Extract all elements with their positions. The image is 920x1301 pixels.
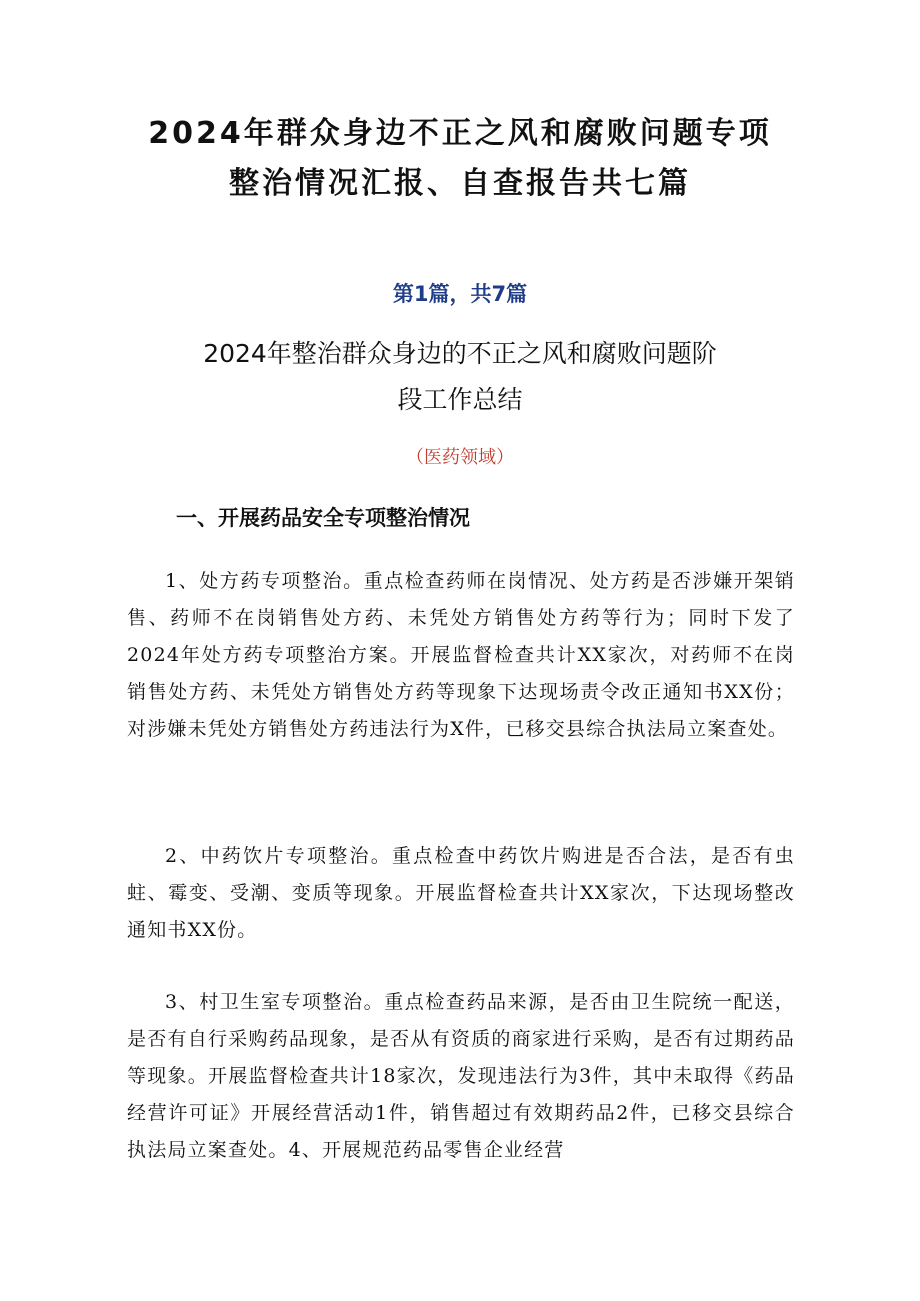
domain-label: （医药领域） <box>406 447 514 468</box>
article-title-line-1: 2024年整治群众身边的不正之风和腐败问题阶 <box>203 339 717 368</box>
document-title-line-1: 2024年群众身边不正之风和腐败问题专项 <box>148 116 772 151</box>
paragraph-herbal-pieces: 2、中药饮片专项整治。重点检查中药饮片购进是否合法，是否有虫蛀、霉变、受潮、变质等现象。开展监督检查共计XX家次，下达现场整改通知书XX份。 <box>127 845 795 941</box>
paragraph-prescription: 1、处方药专项整治。重点检查药师在岗情况、处方药是否涉嫌开架销售、药师不在岗销售处方药、未凭处方销售处方药等行为；同时下发了2024年处方药专项整治方案。开展监督检查共计XX家次，对药师不在岗销售处方药、未凭处方销售处方药等现象下达现场责令改正通知书XX份；对涉嫌未凭处方销售处方药违法行为X件，已移交县综合执法局立案查处。 <box>127 570 795 740</box>
part-label: 第1篇，共7篇 <box>392 282 528 306</box>
paragraph-village-clinic: 3、村卫生室专项整治。重点检查药品来源，是否由卫生院统一配送，是否有自行采购药品现象，是否从有资质的商家进行采购，是否有过期药品等现象。开展监督检查共计18家次，发现违法行为3件，其中未取得《药品经营许可证》开展经营活动1件，销售超过有效期药品2件，已移交县综合执法局立案查处。4、开展规范药品零售企业经营 <box>127 991 795 1161</box>
section-heading: 一、开展药品安全专项整治情况 <box>176 506 470 530</box>
article-title-line-2: 段工作总结 <box>397 385 523 414</box>
document-title-line-2: 整治情况汇报、自查报告共七篇 <box>229 166 691 201</box>
